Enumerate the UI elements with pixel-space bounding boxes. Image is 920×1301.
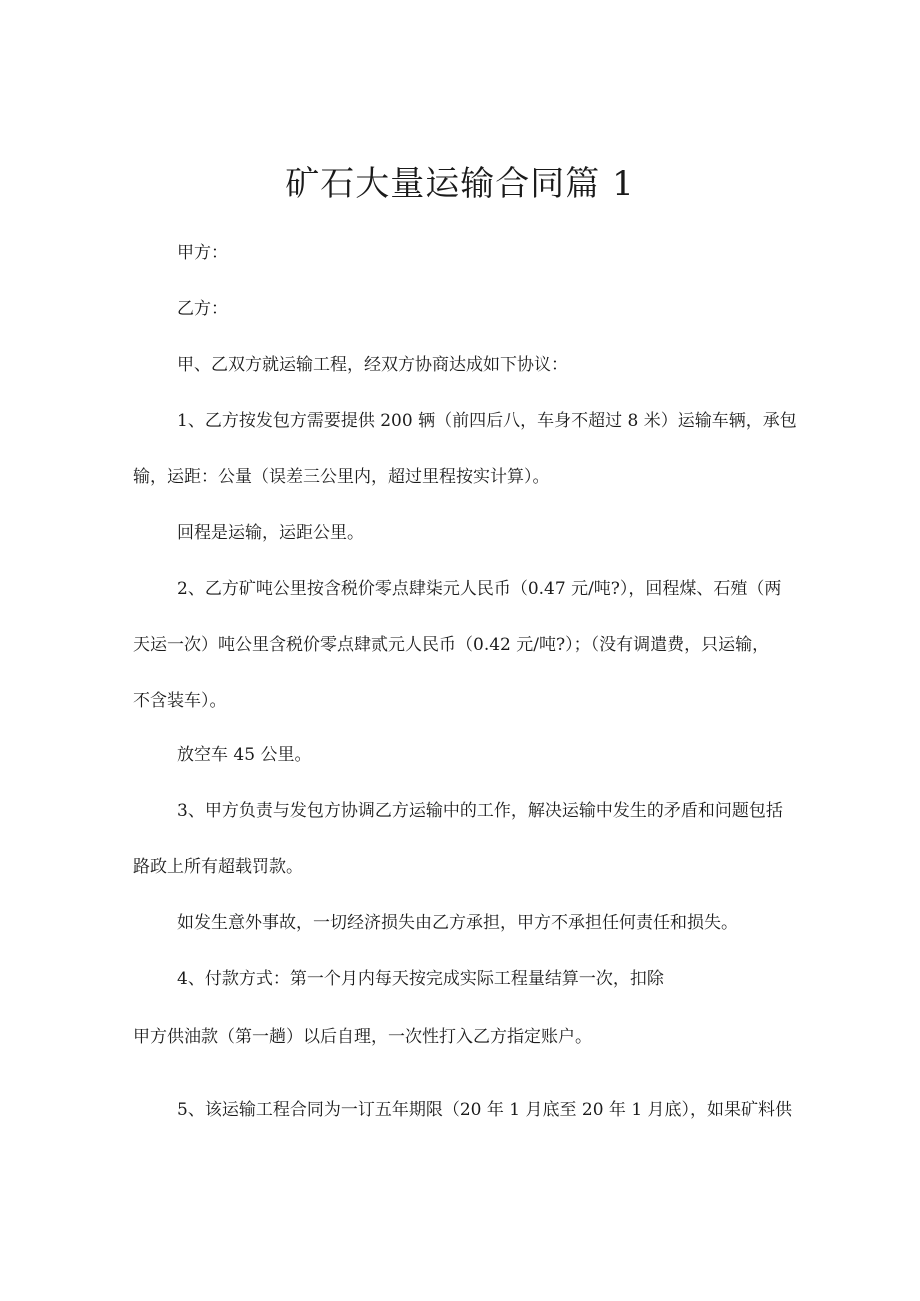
clause-2-line-2: 天运一次）吨公里含税价零点肆贰元人民币（0.42 元/吨?）；（没有调遣费，只运输， xyxy=(133,635,770,655)
document-title: 矿石大量运输合同篇 1 xyxy=(285,164,635,204)
agreement-intro: 甲、乙双方就运输工程，经双方协商达成如下协议： xyxy=(177,355,568,375)
clause-3-line-1: 3、甲方负责与发包方协调乙方运输中的工作，解决运输中发生的矛盾和问题包括 xyxy=(177,801,783,821)
empty-run-line: 放空车 45 公里。 xyxy=(177,745,312,765)
clause-1-line-2: 输，运距：公量（误差三公里内，超过里程按实计算）。 xyxy=(133,467,550,487)
clause-1-line-1: 1、乙方按发包方需要提供 200 辆（前四后八，车身不超过 8 米）运输车辆，承包 xyxy=(177,411,797,431)
clause-5-line-1: 5、该运输工程合同为一订五年期限（20 年 1 月底至 20 年 1 月底），如果矿料供 xyxy=(177,1100,793,1120)
party-b-line: 乙方： xyxy=(177,299,228,319)
party-a-line: 甲方： xyxy=(177,243,228,263)
clause-3-line-2: 路政上所有超载罚款。 xyxy=(133,857,303,877)
clause-2-line-1: 2、乙方矿吨公里按含税价零点肆柒元人民币（0.47 元/吨?），回程煤、石殖（两 xyxy=(177,579,782,599)
clause-4-line-1: 4、付款方式：第一个月内每天按完成实际工程量结算一次，扣除 xyxy=(177,969,664,989)
clause-2-line-3: 不含装车）。 xyxy=(133,691,227,711)
return-trip-line: 回程是运输，运距公里。 xyxy=(177,523,364,543)
clause-4-line-2: 甲方供油款（第一趟）以后自理，一次性打入乙方指定账户。 xyxy=(133,1027,592,1047)
accident-line: 如发生意外事故，一切经济损失由乙方承担，甲方不承担任何责任和损失。 xyxy=(177,913,738,933)
